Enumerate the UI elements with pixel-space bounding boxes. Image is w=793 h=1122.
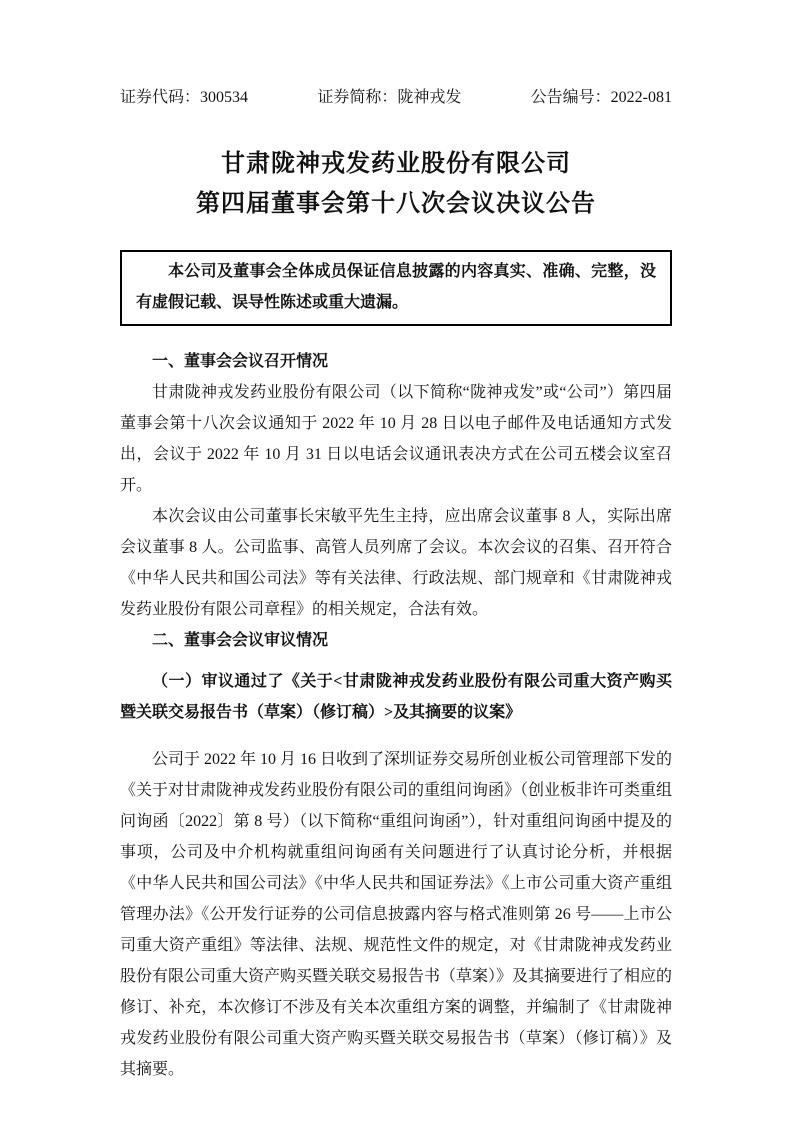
stock-name [317,88,461,108]
section-1-heading: 一、董事会会议召开情况 [152,353,329,370]
page-title [120,144,672,224]
stock-name-value: 陇神戎发 [397,89,462,106]
stock-code-value: 300534 [200,89,249,106]
stock-code-label: 证券代码： [120,89,201,106]
stock-name-label: 证券简称： [317,89,398,106]
announcement-number-value: 2022-081 [610,89,672,106]
page-title-company: 甘肃陇神戎发药业股份有限公司 [221,151,571,177]
announcement-number-label: 公告编号： [530,89,611,106]
document-body [120,346,672,1085]
disclaimer-box [120,250,672,326]
section-2-heading: 二、董事会会议审议情况 [152,632,329,649]
page-title-subject: 第四届董事会第十八次会议决议公告 [196,191,596,217]
section-1-paragraph-1: 甘肃陇神戎发药业股份有限公司（以下简称“陇神戎发”或“公司”）第四届董事会第十八次会议通知于 2022 年 10 月 28 日以电子邮件及电话通知方式发出，会议于 2022 年 10 月 31 日以电话会议通讯表决方式在公司五楼会议室召开。 [120,384,672,494]
announcement-number [531,88,672,108]
stock-code [120,88,248,108]
section-2-subheading: （一）审议通过了《关于<甘肃陇神戎发药业股份有限公司重大资产购买暨关联交易报告书（草案）（修订稿）>及其摘要的议案》 [120,673,672,721]
section-2-paragraph-1: 公司于 2022 年 10 月 16 日收到了深圳证券交易所创业板公司管理部下发的《关于对甘肃陇神戎发药业股份有限公司的重组问询函》（创业板非许可类重组问询函〔2022〕第 8 号）（以下简称“重组问询函”），针对重组问询函中提及的事项，公司及中介机构就重组问询函有关问题进行了认真讨论分析，并根据《中华人民共和国公司法》《中华人民共和国证券法》《上市公司重大资产重组管理办法》《公开发行证券的公司信息披露内容与格式准则第 26 号——上市公司重大资产重组》等法律、法规、规范性文件的规定，对《甘肃陇神戎发药业股份有限公司重大资产购买暨关联交易报告书（草案）》及其摘要进行了相应的修订、补充，本次修订不涉及有关本次重组方案的调整，并编制了《甘肃陇神戎发药业股份有限公司重大资产购买暨关联交易报告书（草案）（修订稿）》及其摘要。 [120,751,673,1078]
disclaimer-text: 本公司及董事会全体成员保证信息披露的内容真实、准确、完整，没有虚假记载、误导性陈述或重大遗漏。 [136,263,656,311]
document-header [120,88,672,108]
section-1-paragraph-2: 本次会议由公司董事长宋敏平先生主持，应出席会议董事 8 人，实际出席会议董事 8 人。公司监事、高管人员列席了会议。本次会议的召集、召开符合《中华人民共和国公司法》等有关法律、行政法规、部门规章和《甘肃陇神戎发药业股份有限公司章程》的相关规定，合法有效。 [120,508,672,618]
